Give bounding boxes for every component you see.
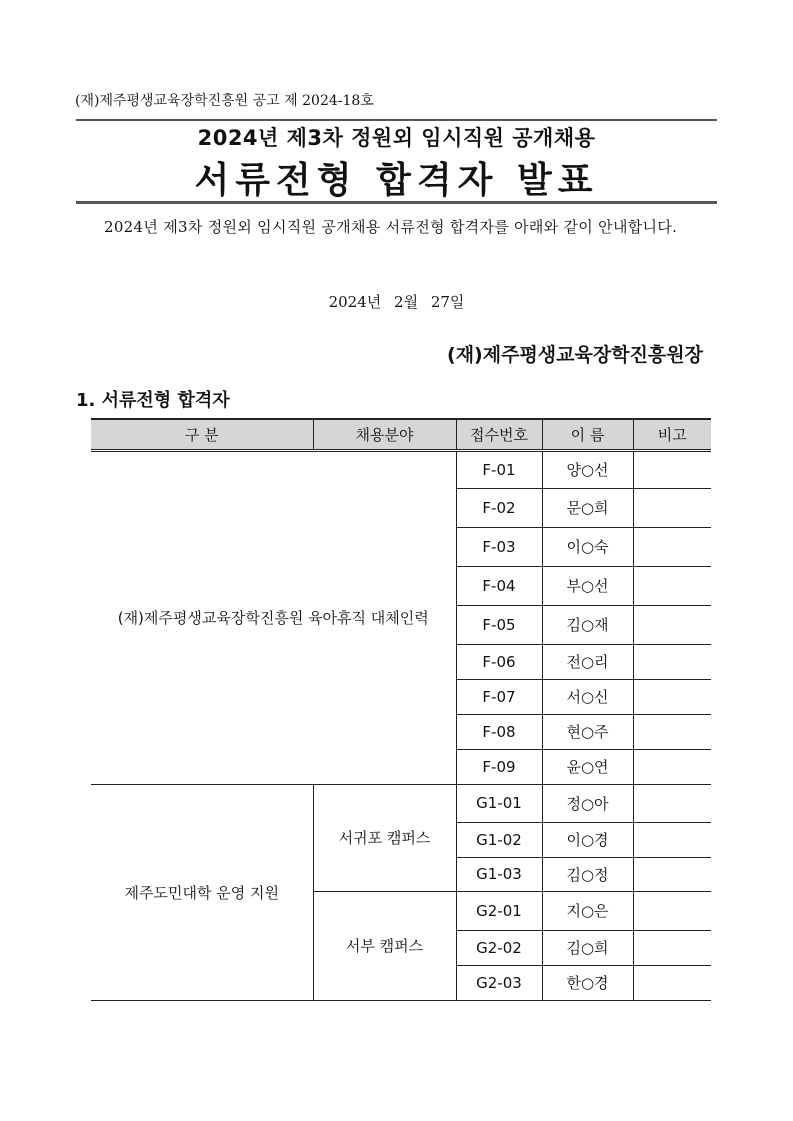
division-cell: 제주도민대학 운영 지원: [91, 784, 313, 1000]
name-cell: 이○숙: [542, 527, 633, 566]
notice-number: (재)제주평생교육장학진흥원 공고 제 2024-18호: [75, 93, 374, 109]
receipt-number-cell: F-04: [456, 566, 542, 605]
note-cell: [633, 822, 711, 857]
division-cell: (재)제주평생교육장학진흥원 육아휴직 대체인력: [91, 450, 456, 784]
table-row: [91, 450, 711, 488]
receipt-number-cell: F-08: [456, 714, 542, 749]
name-cell: 정○아: [542, 784, 633, 822]
document-subtitle: 서류전형 합격자 발표: [194, 160, 599, 201]
header-note: 비고: [633, 419, 711, 450]
receipt-number-cell: F-06: [456, 644, 542, 679]
receipt-number-cell: F-07: [456, 679, 542, 714]
name-cell: 문○희: [542, 488, 633, 527]
receipt-number-cell: G1-02: [456, 822, 542, 857]
name-cell: 김○정: [542, 857, 633, 891]
header-receipt-number: 접수번호: [456, 419, 542, 450]
receipt-number-cell: G2-02: [456, 930, 542, 965]
receipt-number-cell: G2-03: [456, 965, 542, 1000]
receipt-number-cell: G2-01: [456, 891, 542, 930]
name-cell: 서○신: [542, 679, 633, 714]
name-cell: 현○주: [542, 714, 633, 749]
intro-paragraph: 2024년 제3차 정원외 임시직원 공개채용 서류전형 합격자를 아래와 같이 안내합니다.: [104, 218, 678, 236]
organization-signature: (재)제주평생교육장학진흥원장: [447, 344, 703, 366]
note-cell: [633, 644, 711, 679]
name-cell: 한○경: [542, 965, 633, 1000]
document-title: 2024년 제3차 정원외 임시직원 공개채용: [197, 126, 596, 150]
header-name: 이 름: [542, 419, 633, 450]
receipt-number-cell: F-05: [456, 605, 542, 644]
note-cell: [633, 965, 711, 1000]
note-cell: [633, 679, 711, 714]
header-top-rule: [76, 119, 717, 121]
note-cell: [633, 527, 711, 566]
header-division: 구 분: [91, 419, 313, 450]
name-cell: 이○경: [542, 822, 633, 857]
results-table: [91, 418, 711, 1001]
section-title: 1. 서류전형 합격자: [76, 390, 230, 411]
note-cell: [633, 605, 711, 644]
table-header-row: [91, 419, 711, 450]
note-cell: [633, 450, 711, 488]
header-bottom-rule: [76, 201, 717, 204]
note-cell: [633, 714, 711, 749]
name-cell: 윤○연: [542, 749, 633, 784]
table-row: [91, 784, 711, 822]
name-cell: 김○재: [542, 605, 633, 644]
note-cell: [633, 488, 711, 527]
receipt-number-cell: F-01: [456, 450, 542, 488]
field-cell: 서부 캠퍼스: [313, 891, 456, 1000]
receipt-number-cell: G1-01: [456, 784, 542, 822]
note-cell: [633, 749, 711, 784]
name-cell: 양○선: [542, 450, 633, 488]
header-field: 채용분야: [313, 419, 456, 450]
name-cell: 김○희: [542, 930, 633, 965]
note-cell: [633, 857, 711, 891]
field-cell: 서귀포 캠퍼스: [313, 784, 456, 891]
note-cell: [633, 930, 711, 965]
announcement-date: 2024년 2월 27일: [328, 293, 465, 311]
name-cell: 전○리: [542, 644, 633, 679]
receipt-number-cell: F-09: [456, 749, 542, 784]
receipt-number-cell: F-02: [456, 488, 542, 527]
receipt-number-cell: F-03: [456, 527, 542, 566]
note-cell: [633, 566, 711, 605]
receipt-number-cell: G1-03: [456, 857, 542, 891]
note-cell: [633, 784, 711, 822]
name-cell: 부○선: [542, 566, 633, 605]
note-cell: [633, 891, 711, 930]
name-cell: 지○은: [542, 891, 633, 930]
